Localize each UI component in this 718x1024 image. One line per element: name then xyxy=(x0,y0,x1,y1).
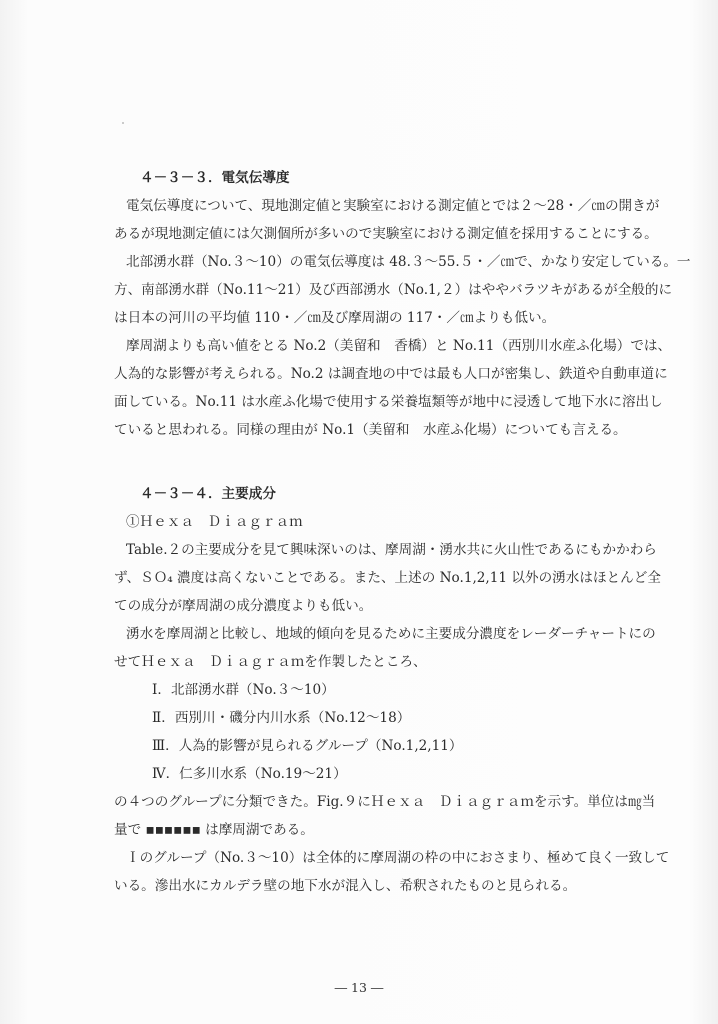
paragraph-line: Ｉのグループ（No.３～10）は全体的に摩周湖の枠の中におさまり、極めて良く一致して xyxy=(126,850,670,866)
paragraph-line: Table.２の主要成分を見て興味深いのは、摩周湖・湧水共に火山性であるにもかかわら xyxy=(126,542,657,558)
group-list-item: Ⅰ．北部湧水群（No.３～10） xyxy=(152,682,335,698)
paragraph-line: 面している。No.11 は水産ふ化場で使用する栄養塩類等が地中に浸透して地下水に溶出し xyxy=(114,394,663,410)
paragraph-line: せてＨｅｘａ Ｄｉａｇｒａｍを作製したところ、 xyxy=(114,654,427,670)
document-body xyxy=(114,170,691,906)
paragraph-line: ていると思われる。同様の理由が No.1（美留和 水産ふ化場）についても言える。 xyxy=(114,422,627,438)
paragraph-line: 電気伝導度について、現地測定値と実験室における測定値とでは２～28・／㎝の開きが xyxy=(126,198,660,214)
subsection-heading-hexa-diagram: ①Ｈｅｘａ Ｄｉａｇｒａｍ xyxy=(126,514,303,530)
paragraph-line: 北部湧水群（No.３～10）の電気伝導度は 48.３～55.５・／㎝で、かなり安定している。一 xyxy=(126,254,691,270)
section-heading-conductivity: ４－３－３．電気伝導度 xyxy=(140,170,290,186)
paragraph-line: いる。滲出水にカルデラ壁の地下水が混入し、希釈されたものと見られる。 xyxy=(114,878,577,894)
paragraph-line: 湧水を摩周湖と比較し、地域的傾向を見るために主要成分濃度をレーダーチャートにの xyxy=(126,626,656,642)
paragraph-line: ず、ＳＯ₄ 濃度は高くないことである。また、上述の No.1,2,11 以外の湧水はほとんど全 xyxy=(114,570,661,586)
paragraph-line: あるが現地測定値には欠測個所が多いので実験室における測定値を採用することにする。 xyxy=(114,226,658,242)
paragraph-line: 方、南部湧水群（No.11～21）及び西部湧水（No.1,２）はややバラツキがあるが全般的に xyxy=(114,282,673,298)
scan-speck xyxy=(122,122,124,124)
paragraph-line: ての成分が摩周湖の成分濃度よりも低い。 xyxy=(114,598,373,614)
group-list-item: Ⅱ．西別川・磯分内川水系（No.12～18） xyxy=(152,710,411,726)
page-number: ― 13 ― xyxy=(334,980,384,995)
group-list-item: Ⅳ．仁多川水系（No.19～21） xyxy=(152,766,347,782)
paragraph-line: 人為的な影響が考えられる。No.2 は調査地の中では最も人口が密集し、鉄道や自動車道に xyxy=(114,366,668,382)
paragraph-line: 摩周湖よりも高い値をとる No.2（美留和 香橋）と No.11（西別川水産ふ化場）では、 xyxy=(126,338,672,354)
group-list-item: Ⅲ．人為的影響が見られるグループ（No.1,2,11） xyxy=(152,738,463,754)
paragraph-line: の４つのグループに分類できた。Fig.９にＨｅｘａ Ｄｉａｇｒａｍを示す。単位は㎎当 xyxy=(114,794,656,810)
paragraph-line: は日本の河川の平均値 110・／㎝及び摩周湖の 117・／㎝よりも低い。 xyxy=(114,310,556,326)
paragraph-line: 量で ▪▪▪▪▪▪ は摩周湖である。 xyxy=(114,822,314,838)
section-heading-major-components: ４－３－４．主要成分 xyxy=(140,486,276,502)
